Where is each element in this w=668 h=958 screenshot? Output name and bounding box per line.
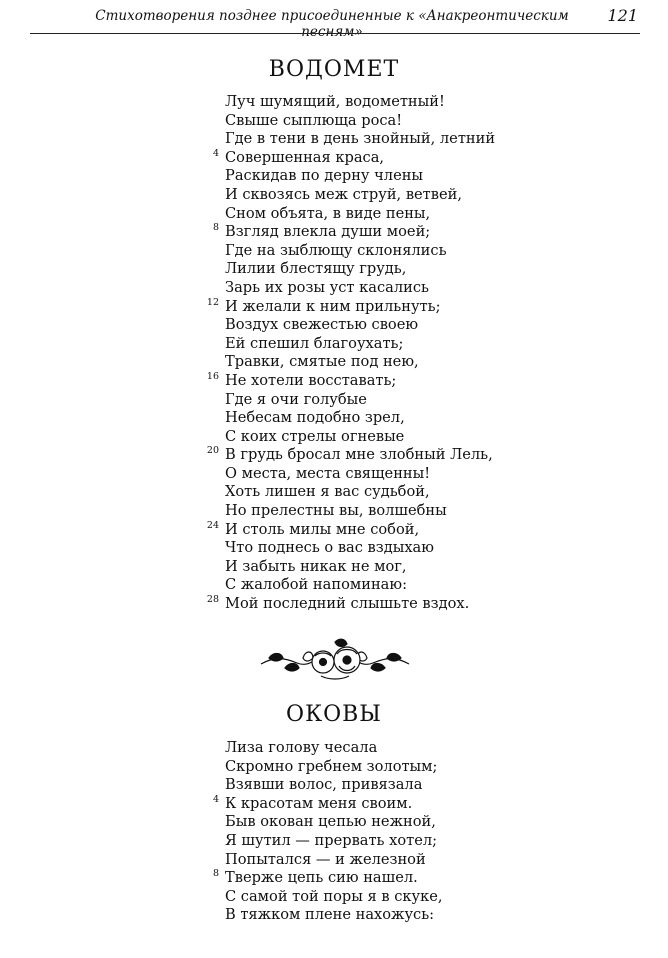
poem-line — [225, 888, 443, 907]
poem-line — [225, 316, 495, 335]
poem-line — [206, 296, 495, 317]
line-text: Лиза голову чесала — [225, 739, 378, 756]
line-text: Мой последний слышьте вздох. — [225, 595, 470, 613]
line-text: И столь милы мне собой, — [225, 520, 420, 538]
line-text: Взгляд влекла души моей; — [225, 223, 431, 241]
poem-title-vodomet: ВОДОМЕТ — [268, 57, 400, 82]
line-number: 4 — [212, 793, 219, 805]
poem-line — [225, 813, 443, 832]
floral-vignette-icon — [255, 636, 415, 684]
line-text: Зарь их розы уст касались — [225, 278, 429, 296]
poem-line — [225, 167, 495, 186]
line-text: Скромно гребнем золотым; — [225, 757, 438, 775]
line-text: Луч шумящий, водометный! — [225, 93, 445, 110]
poem-line — [212, 222, 495, 242]
poem-line — [225, 758, 443, 777]
line-text: К красотам меня своим. — [225, 794, 413, 812]
line-text: Ей спешил благоухать; — [225, 334, 404, 352]
poem-line — [225, 353, 495, 372]
line-text: С жалобой напоминаю: — [225, 576, 407, 594]
line-text: С коих стрелы огневые — [225, 427, 405, 445]
line-text: Попытался — и железной — [225, 850, 426, 868]
line-text: Не хотели восставать; — [225, 371, 397, 389]
line-number: 24 — [206, 519, 219, 531]
line-text: Лилии блестящу грудь, — [225, 260, 407, 278]
poem-line — [225, 409, 495, 428]
line-number: 8 — [212, 868, 219, 880]
line-number: 28 — [206, 594, 219, 606]
line-text: Но прелестны вы, волшебны — [225, 502, 447, 520]
line-text: Взявши волос, привязала — [225, 776, 423, 794]
poem-line — [212, 868, 443, 888]
line-text: Что поднесь о вас вздыхаю — [225, 539, 434, 557]
poem-line — [225, 205, 495, 224]
poem-vodomet — [206, 93, 496, 614]
line-text: Травки, смятые под нею, — [225, 353, 419, 371]
poem-line — [225, 502, 495, 521]
line-text: В грудь бросал мне злобный Лель, — [225, 446, 493, 464]
poem-line — [225, 483, 495, 502]
poem-line — [225, 186, 495, 205]
poem-line — [225, 279, 495, 298]
poem-line — [225, 558, 495, 577]
poem-line — [225, 260, 495, 279]
poem-line — [225, 112, 495, 131]
poem-line — [225, 832, 443, 851]
line-text: Быв окован цепью нежной, — [225, 813, 436, 831]
page-number: 121 — [607, 6, 638, 25]
line-text: Где в тени в день знойный, летний — [225, 130, 496, 148]
poem-line — [225, 242, 495, 261]
line-number: 4 — [212, 147, 219, 159]
line-number: 20 — [206, 445, 219, 457]
poem-line — [225, 539, 495, 558]
line-text: Где на зыблющу склонялись — [225, 241, 447, 259]
poem-title-okovy: ОКОВЫ — [286, 702, 382, 727]
poem-line — [225, 906, 443, 925]
poem-line — [225, 130, 495, 149]
line-text: Воздух свежестью своею — [225, 316, 419, 334]
line-text: В тяжком плене нахожусь: — [225, 906, 435, 924]
line-text: И забыть никак не мог, — [225, 557, 407, 575]
line-text: Хоть лишен я вас судьбой, — [225, 483, 430, 501]
poem-line — [206, 370, 495, 391]
line-text: И желали к ним прильнуть; — [225, 297, 441, 315]
line-text: О места, места священны! — [225, 464, 431, 482]
line-number: 8 — [212, 222, 219, 234]
poem-okovy — [212, 739, 443, 925]
line-number: 12 — [206, 296, 219, 308]
poem-line — [225, 335, 495, 354]
line-text: Тверже цепь сию нашел. — [225, 869, 418, 887]
header-rule — [30, 33, 640, 34]
line-text: Где я очи голубые — [225, 390, 367, 408]
line-text: Я шутил — прервать хотел; — [225, 831, 438, 849]
poem-line — [225, 391, 495, 410]
poem-line — [225, 428, 495, 447]
poem-line — [225, 576, 495, 595]
poem-line — [225, 465, 495, 484]
poem-line — [225, 776, 443, 795]
poem-line — [212, 147, 495, 168]
poem-line — [225, 739, 443, 758]
poem-line — [225, 93, 495, 112]
line-text: Свыше сыплюща роса! — [225, 111, 403, 129]
poem-line — [206, 519, 495, 540]
line-text: И сквозясь меж струй, ветвей, — [225, 185, 462, 203]
line-number: 16 — [206, 370, 219, 382]
poem-line — [206, 594, 495, 614]
line-text: Небесам подобно зрел, — [225, 409, 405, 427]
line-text: С самой той поры я в скуке, — [225, 887, 443, 905]
running-head: Стихотворения позднее присоединенные к «Анакреонтическим песням» — [95, 8, 569, 40]
poem-line — [206, 445, 495, 465]
poem-line — [212, 793, 443, 814]
line-text: Совершенная краса, — [225, 148, 385, 166]
line-text: Сном объята, в виде пены, — [225, 204, 431, 222]
poem-line — [225, 851, 443, 870]
line-text: Раскидав по дерну члены — [225, 167, 424, 185]
